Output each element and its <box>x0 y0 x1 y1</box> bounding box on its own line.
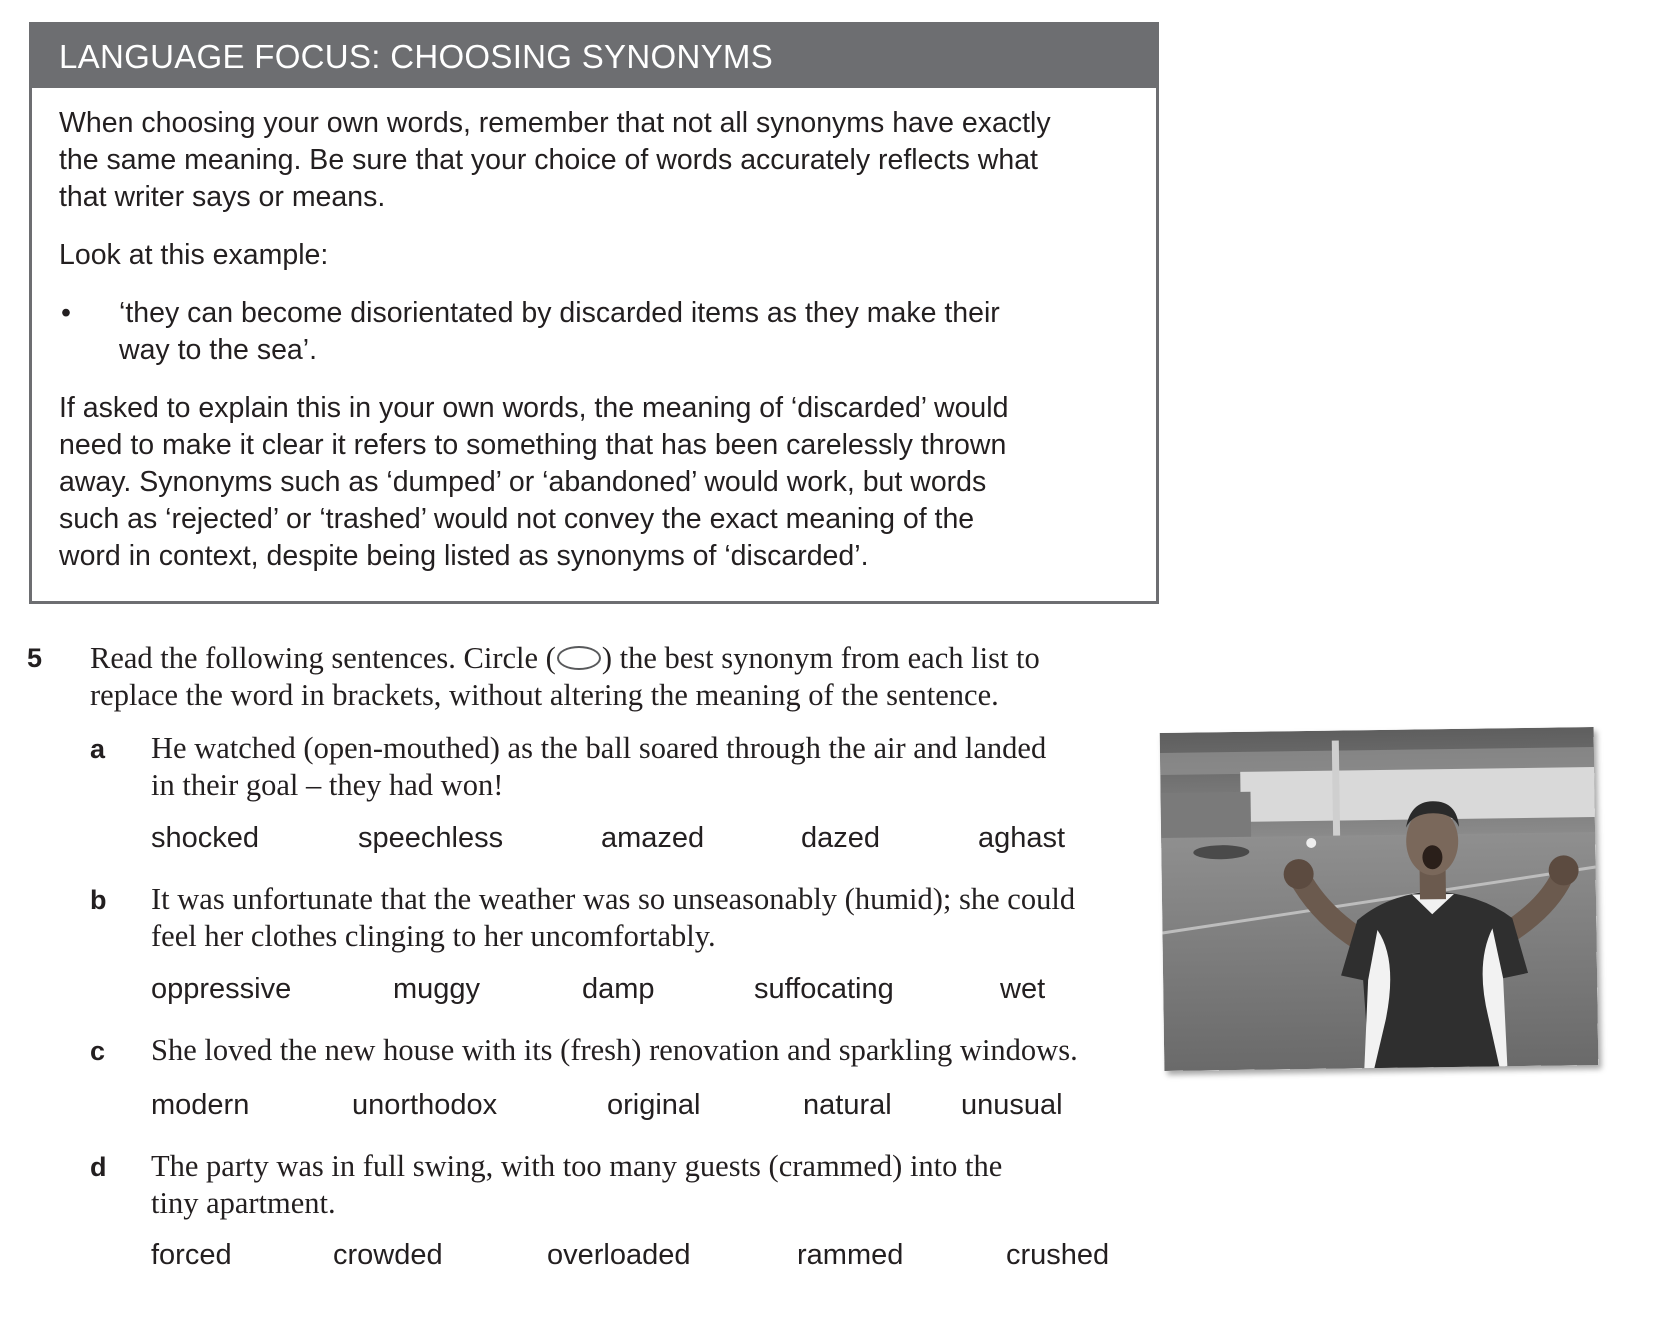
circle-icon <box>557 646 601 670</box>
item-sentence-d <box>151 1148 1151 1222</box>
bullet-icon: • <box>61 297 71 329</box>
option-shocked[interactable]: shocked <box>151 822 260 854</box>
language-focus-title: LANGUAGE FOCUS: CHOOSING SYNONYMS <box>32 25 1156 88</box>
option-natural[interactable]: natural <box>803 1089 892 1121</box>
explanation-line: such as ‘rejected’ or ‘trashed’ would not convey the exact meaning of the <box>59 503 975 535</box>
item-letter-b: b <box>90 885 107 915</box>
option-amazed[interactable]: amazed <box>601 822 705 854</box>
explanation-line: away. Synonyms such as ‘dumped’ or ‘abandoned’ would work, but words <box>59 466 987 498</box>
item-sentence-c <box>151 1032 1151 1069</box>
sentence-line: She loved the new house with its (fresh) renovation and sparkling windows. <box>151 1033 1078 1067</box>
option-dazed[interactable]: dazed <box>801 822 881 854</box>
explanation-paragraph <box>59 390 1144 575</box>
option-muggy[interactable]: muggy <box>393 973 481 1005</box>
question-instruction <box>90 640 1140 714</box>
option-damp[interactable]: damp <box>582 973 655 1005</box>
question-number: 5 <box>27 643 43 673</box>
explanation-line: word in context, despite being listed as synonyms of ‘discarded’. <box>59 540 869 572</box>
language-focus-body <box>59 105 1144 596</box>
option-overloaded[interactable]: overloaded <box>547 1239 691 1271</box>
item-letter-a: a <box>90 734 106 764</box>
quote-line: way to the sea’. <box>119 334 318 366</box>
explanation-line: need to make it clear it refers to something that has been carelessly thrown <box>59 429 1007 461</box>
instruction-text: ) the best synonym from each list to <box>601 641 1040 675</box>
sentence-line: in their goal – they had won! <box>151 768 504 802</box>
option-wet[interactable]: wet <box>1000 973 1046 1005</box>
intro-paragraph <box>59 105 1144 216</box>
example-intro: Look at this example: <box>59 239 329 271</box>
sentence-line: tiny apartment. <box>151 1186 336 1220</box>
option-rammed[interactable]: rammed <box>797 1239 904 1271</box>
option-unorthodox[interactable]: unorthodox <box>352 1089 498 1121</box>
intro-line: When choosing your own words, remember that not all synonyms have exactly <box>59 107 1051 139</box>
option-suffocating[interactable]: suffocating <box>754 973 894 1005</box>
intro-line: that writer says or means. <box>59 181 386 213</box>
instruction-text: Read the following sentences. Circle ( <box>90 641 556 675</box>
language-focus-box <box>29 22 1159 604</box>
option-forced[interactable]: forced <box>151 1239 232 1271</box>
item-letter-d: d <box>90 1152 107 1182</box>
option-original[interactable]: original <box>607 1089 701 1121</box>
quote-line: ‘they can become disorientated by discarded items as they make their <box>119 297 1000 329</box>
example-quote <box>59 295 1144 369</box>
explanation-line: If asked to explain this in your own words, the meaning of ‘discarded’ would <box>59 392 1009 424</box>
sentence-line: The party was in full swing, with too many guests (crammed) into the <box>151 1149 1003 1183</box>
option-crowded[interactable]: crowded <box>333 1239 443 1271</box>
intro-line: the same meaning. Be sure that your choice of words accurately reflects what <box>59 144 1038 176</box>
item-sentence-a <box>151 730 1151 804</box>
option-oppressive[interactable]: oppressive <box>151 973 292 1005</box>
option-speechless[interactable]: speechless <box>358 822 504 854</box>
item-sentence-b <box>151 881 1161 955</box>
option-aghast[interactable]: aghast <box>978 822 1066 854</box>
option-modern[interactable]: modern <box>151 1089 250 1121</box>
sentence-line: It was unfortunate that the weather was so unseasonably (humid); she could <box>151 882 1076 916</box>
instruction-text: replace the word in brackets, without altering the meaning of the sentence. <box>90 678 999 712</box>
option-unusual[interactable]: unusual <box>961 1089 1063 1121</box>
football-player-photo <box>1160 727 1599 1071</box>
item-letter-c: c <box>90 1036 106 1066</box>
sentence-line: feel her clothes clinging to her uncomfortably. <box>151 919 716 953</box>
option-crushed[interactable]: crushed <box>1006 1239 1110 1271</box>
sentence-line: He watched (open-mouthed) as the ball soared through the air and landed <box>151 731 1047 765</box>
